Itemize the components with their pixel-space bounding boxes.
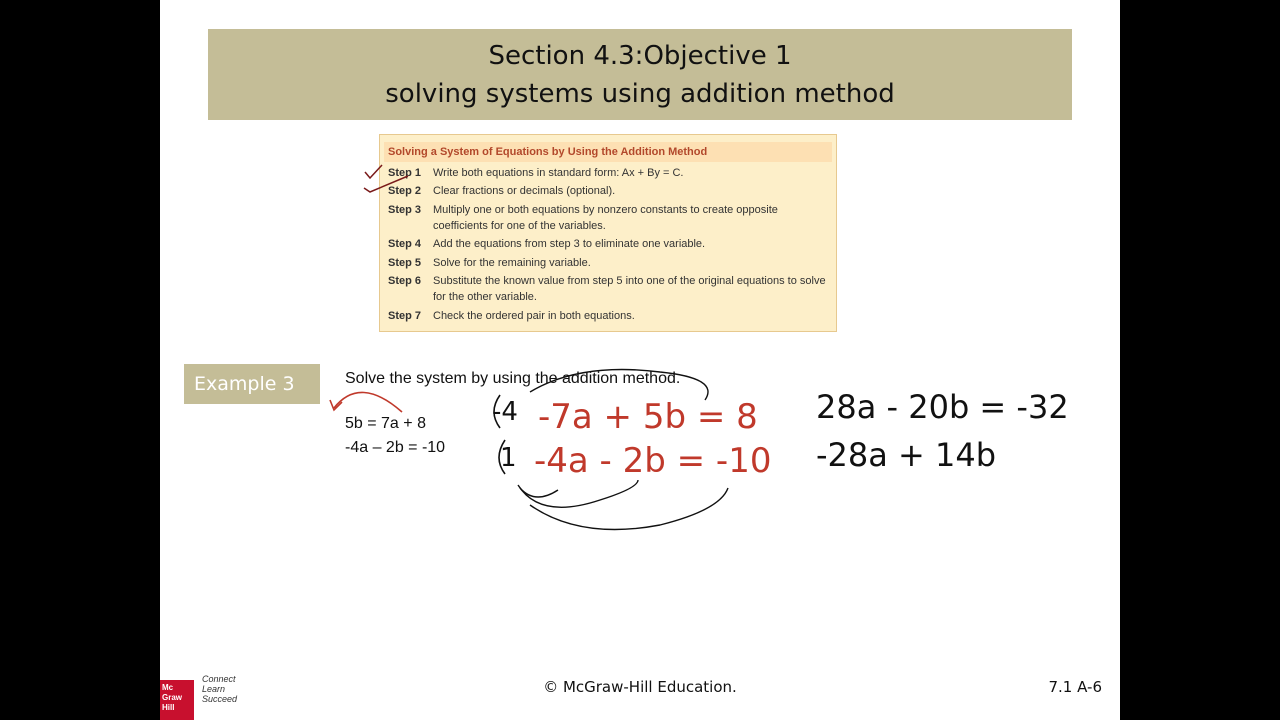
example-prompt: Solve the system by using the addition method. xyxy=(345,370,681,387)
work-line-1: 28a - 20b = -32 xyxy=(816,388,1069,426)
step-label: Step 6 xyxy=(388,275,422,287)
step-text: Clear fractions or decimals (optional). xyxy=(433,185,616,197)
step-1 xyxy=(388,166,829,182)
step-label: Step 1 xyxy=(388,167,422,179)
footer-copyright: © McGraw-Hill Education. xyxy=(543,678,737,696)
logo-tagline-2: Learn xyxy=(202,684,226,694)
equation-1: 5b = 7a + 8 xyxy=(345,415,426,432)
step-text: Substitute the known value from step 5 into one of the original equations to solve for the other variable. xyxy=(433,275,826,303)
step-2 xyxy=(388,184,829,200)
step-4 xyxy=(388,237,829,253)
logo-tagline-3: Succeed xyxy=(202,694,238,704)
step-7 xyxy=(388,309,829,325)
step-label: Step 3 xyxy=(388,204,422,216)
step-label: Step 7 xyxy=(388,310,422,322)
multiplier-1: -4 xyxy=(492,397,518,427)
steps-header: Solving a System of Equations by Using the Addition Method xyxy=(384,142,832,162)
rewritten-equation-2: -4a - 2b = -10 xyxy=(534,441,772,481)
slide xyxy=(160,0,1120,720)
logo-tagline-1: Connect xyxy=(202,674,236,684)
step-text: Add the equations from step 3 to eliminate one variable. xyxy=(433,238,706,250)
step-3 xyxy=(388,203,829,234)
multiplier-2: 1 xyxy=(500,443,517,473)
step-text: Solve for the remaining variable. xyxy=(433,257,591,269)
steps-box xyxy=(379,134,837,332)
rewritten-equation-1: -7a + 5b = 8 xyxy=(538,397,758,437)
curved-arrow-icon xyxy=(334,392,402,412)
step-text: Check the ordered pair in both equations. xyxy=(433,310,635,322)
step-label: Step 5 xyxy=(388,257,422,269)
example-label: Example 3 xyxy=(184,364,320,404)
step-text: Multiply one or both equations by nonzero constants to create opposite coefficients for one of the variables. xyxy=(433,204,778,232)
work-line-2: -28a + 14b xyxy=(816,436,997,474)
title-line-2: solving systems using addition method xyxy=(385,79,895,109)
step-6 xyxy=(388,274,829,305)
step-text: Write both equations in standard form: Ax + By = C. xyxy=(433,167,684,179)
footer-page-number: 7.1 A-6 xyxy=(1048,678,1102,696)
step-label: Step 2 xyxy=(388,185,422,197)
logo-box: Mc Graw Hill xyxy=(160,680,194,720)
equation-2: -4a – 2b = -10 xyxy=(345,439,446,456)
step-5 xyxy=(388,256,829,272)
slide-title xyxy=(208,29,1072,120)
title-line-1: Section 4.3:Objective 1 xyxy=(488,41,792,71)
step-label: Step 4 xyxy=(388,238,422,250)
